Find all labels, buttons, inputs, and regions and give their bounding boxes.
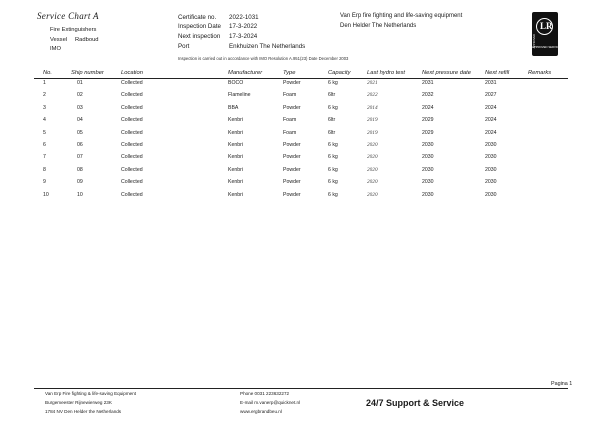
cell-type: Powder	[283, 166, 301, 173]
column-header-no: No.	[43, 70, 53, 76]
column-header-remarks: Remarks	[528, 70, 552, 76]
cell-no: 7	[43, 154, 46, 161]
cell-next-pressure-date: 2030	[422, 166, 434, 173]
vessel-name: Radboud	[75, 37, 99, 43]
cell-last-hydro-test: 2020	[367, 191, 378, 198]
column-header-ship-number: Ship number	[71, 70, 104, 76]
cell-ship-number: 09	[77, 179, 83, 186]
logo-caption: APPROVED SERVICE SUPPLIER	[532, 45, 576, 49]
column-header-type: Type	[283, 70, 296, 76]
footer-website[interactable]: www.ergbrandbeu.nl	[240, 409, 282, 414]
page-number: Pagina 1	[551, 381, 573, 387]
cell-manufacturer: Kenbri	[228, 117, 243, 124]
cell-location: Collected	[121, 104, 143, 111]
cell-next-refill: 2027	[485, 92, 497, 99]
cell-last-hydro-test: 2020	[367, 179, 378, 186]
column-header-next-refill: Next refill	[485, 70, 510, 76]
cell-ship-number: 10	[77, 191, 83, 198]
cell-manufacturer: Kenbri	[228, 191, 243, 198]
logo-approved-text: APPROVED	[533, 34, 536, 49]
cell-location: Collected	[121, 129, 143, 136]
cell-last-hydro-test: 2019	[367, 117, 378, 124]
cell-ship-number: 08	[77, 166, 83, 173]
inspection-date-value: 17-3-2022	[229, 23, 258, 30]
equipment-type: Fire Extinguishers	[50, 27, 97, 33]
port-label: Port	[178, 43, 190, 50]
cell-no: 6	[43, 142, 46, 148]
cell-ship-number: 05	[77, 129, 83, 136]
cell-no: 5	[43, 129, 46, 136]
lloyds-approved-logo	[532, 12, 576, 56]
cell-capacity: 6 kg	[328, 191, 338, 198]
cell-next-pressure-date: 2030	[422, 142, 434, 148]
cell-location: Collected	[121, 179, 143, 186]
inspection-date-label: Inspection Date	[178, 23, 221, 30]
cell-no: 1	[43, 80, 46, 86]
cell-no: 2	[43, 92, 46, 99]
column-header-capacity: Capacity	[328, 70, 351, 76]
cell-type: Powder	[283, 191, 301, 198]
cell-manufacturer: Kenbri	[228, 179, 243, 186]
footer-postal: 1784 NV Den Helder the Netherlands	[45, 409, 122, 414]
cell-next-pressure-date: 2029	[422, 117, 434, 124]
next-inspection-value: 17-3-2024	[229, 33, 258, 40]
cell-manufacturer: Kenbri	[228, 142, 243, 148]
cell-location: Collected	[121, 80, 143, 86]
cell-last-hydro-test: 2021	[367, 80, 378, 86]
cell-capacity: 6 kg	[328, 154, 338, 161]
footer-email[interactable]: E-mail m.vanerp@quicknet.nl	[240, 400, 301, 405]
footer-divider	[34, 388, 568, 389]
cert-no-value: 2022-1031	[229, 14, 259, 21]
cell-no: 8	[43, 166, 46, 173]
cell-no: 3	[43, 104, 46, 111]
column-header-last-hydro-test: Last hydro test	[367, 70, 406, 76]
cell-ship-number: 07	[77, 154, 83, 161]
support-tagline: 24/7 Support & Service	[366, 398, 465, 408]
cell-type: Powder	[283, 142, 301, 148]
cell-capacity: 6ltr	[328, 129, 336, 136]
cell-location: Collected	[121, 92, 143, 99]
cell-location: Collected	[121, 154, 143, 161]
footer-company: Van Erp Fire fighting & life-saving Equipment	[45, 391, 137, 396]
cell-next-refill: 2030	[485, 142, 497, 148]
vessel-label: Vessel	[50, 37, 68, 43]
cell-type: Foam	[283, 129, 297, 136]
cell-next-pressure-date: 2032	[422, 92, 434, 99]
cell-last-hydro-test: 2020	[367, 142, 378, 148]
cell-next-pressure-date: 2029	[422, 129, 434, 136]
cell-manufacturer: Kenbri	[228, 154, 243, 161]
next-inspection-label: Next inspection	[178, 33, 221, 40]
imo-label: IMO	[50, 46, 61, 52]
cell-manufacturer: Kenbri	[228, 129, 243, 136]
cell-capacity: 6ltr	[328, 92, 336, 99]
cell-last-hydro-test: 2020	[367, 154, 378, 161]
cell-next-refill: 2031	[485, 80, 497, 86]
cell-type: Foam	[283, 92, 297, 99]
cell-ship-number: 04	[77, 117, 83, 124]
company-name: Van Erp fire fighting and life-saving equipment	[340, 13, 463, 19]
cell-next-refill: 2024	[485, 117, 497, 124]
column-header-next-pressure-date: Next pressure date	[422, 70, 471, 76]
cell-next-refill: 2030	[485, 191, 497, 198]
cell-manufacturer: BBA	[228, 104, 239, 111]
cell-no: 4	[43, 117, 46, 124]
cell-type: Powder	[283, 154, 301, 161]
cell-next-refill: 2024	[485, 129, 497, 136]
cell-capacity: 6 kg	[328, 142, 338, 148]
cell-next-refill: 2024	[485, 104, 497, 111]
cell-location: Collected	[121, 117, 143, 124]
cell-next-refill: 2030	[485, 166, 497, 173]
cell-capacity: 6 kg	[328, 179, 338, 186]
cell-location: Collected	[121, 142, 143, 148]
cert-no-label: Certificate no.	[178, 14, 217, 21]
cell-last-hydro-test: 2020	[367, 166, 378, 173]
cell-location: Collected	[121, 191, 143, 198]
cell-capacity: 6ltr	[328, 117, 336, 124]
cell-next-pressure-date: 2030	[422, 154, 434, 161]
cell-last-hydro-test: 2019	[367, 129, 378, 136]
cell-next-pressure-date: 2030	[422, 179, 434, 186]
column-header-manufacturer: Manufacturer	[228, 70, 263, 76]
cell-next-pressure-date: 2031	[422, 80, 434, 86]
port-value: Enkhuizen The Netherlands	[229, 43, 306, 50]
logo-mark: LR	[540, 21, 553, 31]
footer-phone: Phone 0031 223632272	[240, 391, 290, 396]
footer-address: Burgemeester Rijnewierweg 23K	[45, 400, 112, 405]
cell-manufacturer: Flameline	[228, 92, 251, 99]
page-title: Service Chart A	[37, 11, 99, 21]
header-divider	[34, 78, 568, 79]
cell-location: Collected	[121, 166, 143, 173]
cell-no: 9	[43, 179, 46, 186]
column-header-location: Location	[121, 70, 143, 76]
cell-type: Foam	[283, 117, 297, 124]
cell-capacity: 6 kg	[328, 104, 338, 111]
cell-manufacturer: BOCO	[228, 80, 244, 86]
cell-next-pressure-date: 2030	[422, 191, 434, 198]
cell-capacity: 6 kg	[328, 166, 338, 173]
cell-ship-number: 02	[77, 92, 83, 99]
cell-ship-number: 03	[77, 104, 83, 111]
inspection-note: Inspection is carried out in accordance with IMO Resolution A.951(23) Date December 2003	[178, 56, 349, 61]
cell-next-refill: 2030	[485, 154, 497, 161]
cell-capacity: 6 kg	[328, 80, 338, 86]
cell-type: Powder	[283, 80, 301, 86]
cell-manufacturer: Kenbri	[228, 166, 243, 173]
cell-no: 10	[43, 191, 49, 198]
cell-type: Powder	[283, 179, 301, 186]
cell-ship-number: 01	[77, 80, 83, 86]
cell-next-pressure-date: 2024	[422, 104, 434, 111]
company-city: Den Helder The Netherlands	[340, 23, 417, 29]
cell-last-hydro-test: 2022	[367, 92, 378, 99]
cell-type: Powder	[283, 104, 301, 111]
cell-last-hydro-test: 2014	[367, 104, 378, 111]
cell-ship-number: 06	[77, 142, 83, 148]
cell-next-refill: 2030	[485, 179, 497, 186]
